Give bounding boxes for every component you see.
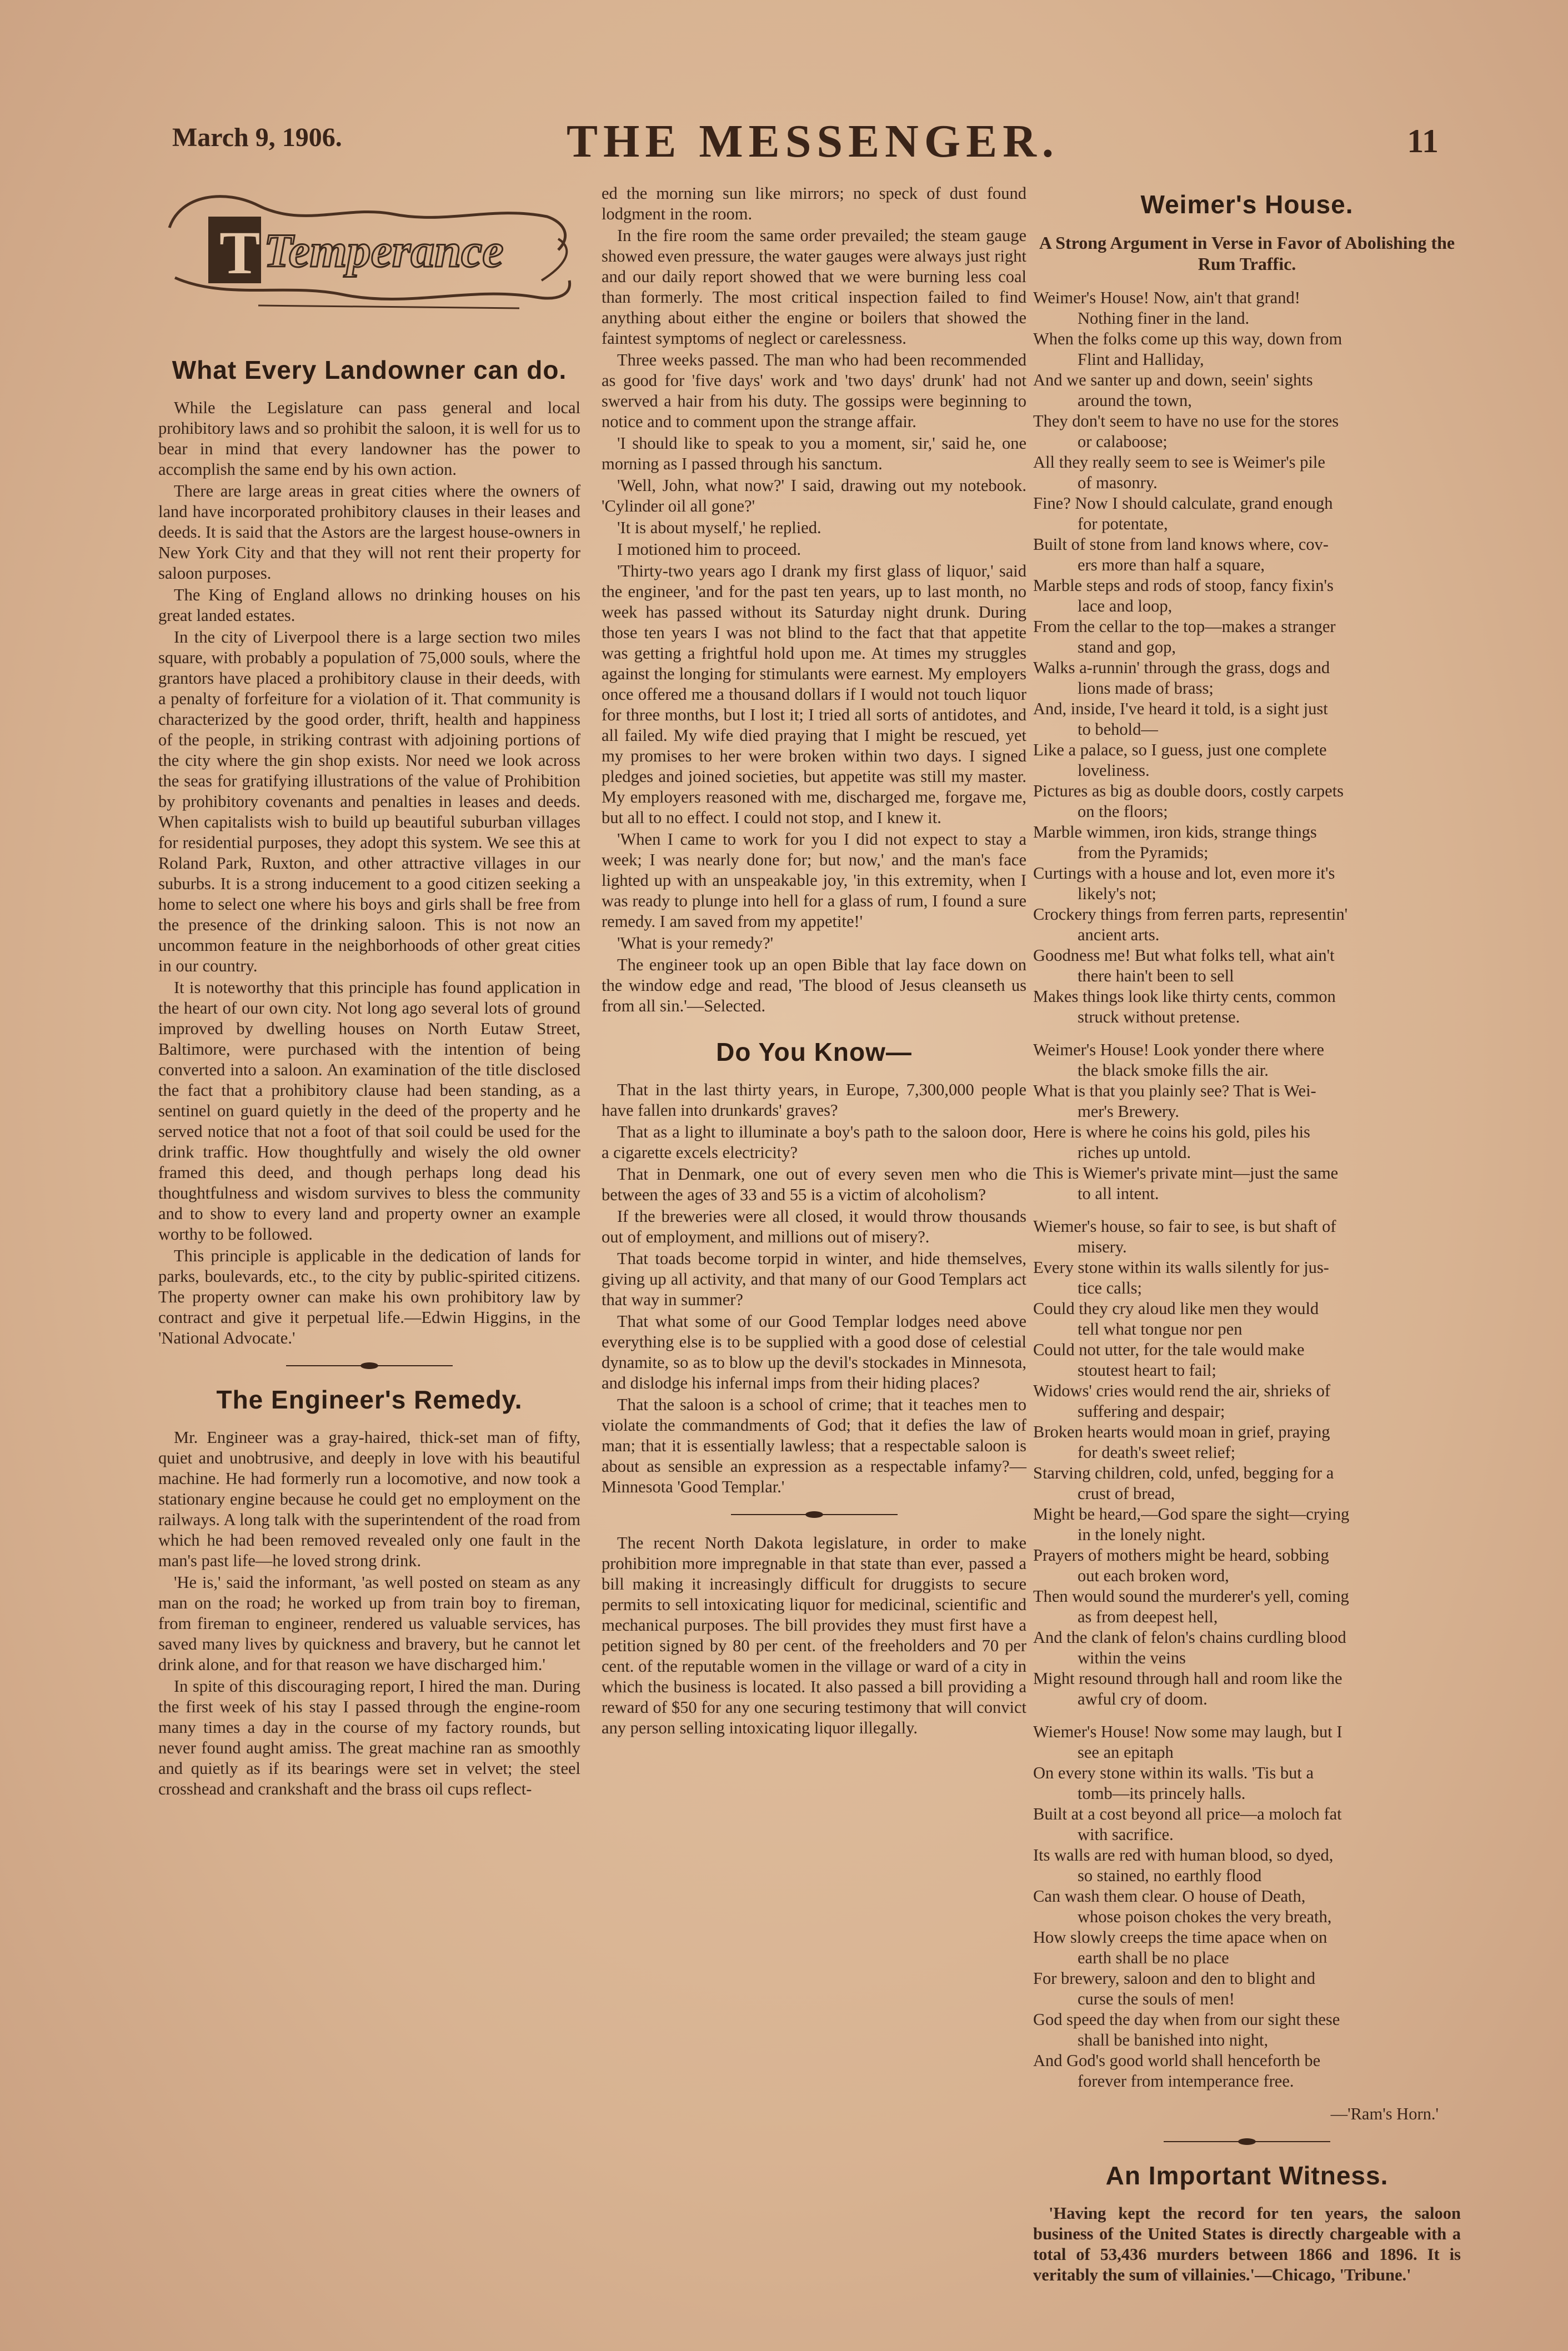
poem-line: ancient arts. [1078, 925, 1160, 944]
issue-date: March 9, 1906. [172, 123, 342, 152]
paragraph: 'When I came to work for you I did not expect to stay a week; I was nearly done for; but now,' and the man's face lighted up with an unspeakable joy, 'in this extremity, when I was ready to plunge into hell for a glass of rum, I found a sure remedy. I am saved from my appetite!' [602, 830, 1026, 931]
poem-line: And the clank of felon's chains curdling blood [1033, 1628, 1346, 1647]
paragraph: The King of England allows no drinking houses on his great landed estates. [158, 585, 580, 625]
poem-line: From the cellar to the top—makes a stranger [1033, 617, 1336, 636]
poem-line: Widows' cries would rend the air, shrieks of [1033, 1381, 1330, 1400]
poem-line: riches up untold. [1078, 1143, 1191, 1162]
poem-line: On every stone within its walls. 'Tis but a [1033, 1763, 1314, 1782]
poem-line: forever from intemperance free. [1078, 2072, 1294, 2091]
poem-line: Starving children, cold, unfed, begging for a [1033, 1463, 1334, 1482]
paragraph: 'Thirty-two years ago I drank my first glass of liquor,' said the engineer, 'and for the past ten years, up to last month, no week has passed without its Saturday night drunk. During those ten years I was not blind to the fact that that appetite was getting a frightful hold upon me. At times my struggles against the longing for stimulants were earnest. My employers once offered me a thousand dollars if I would not touch liquor for three months, but I lost it; I tried all sorts of antidotes, and all failed. My wife died praying that I might be rescued, yet my promises to her were broken within two days. I signed pledges and joined societies, but appetite was still my master. My employers reasoned with me, discharged me, forgave me, but all to no effect. I could not stop, and I knew it. [602, 562, 1026, 827]
article-title: An Important Witness. [1105, 2161, 1389, 2190]
poem-line: or calaboose; [1078, 432, 1168, 451]
poem-line: Fine? Now I should calculate, grand enough [1033, 494, 1333, 513]
section-divider [731, 1511, 898, 1518]
poem-line: suffering and despair; [1078, 1402, 1225, 1421]
paragraph: The recent North Dakota legislature, in order to make prohibition more impregnable in that state than ever, passed a bill making it increasingly difficult for druggists to secure permits to sell intoxicating liquor for medicinal, scientific and mechanical purposes. The bill provides they must first have a petition signed by 80 per cent. of the freeholders and 70 per cent. of the reputable women in the village or ward of a city in which the business is located. It also passed a bill providing a reward of $50 for any one securing testimony that will convict any person selling intoxicating liquor illegally. [602, 1533, 1026, 1737]
poem-line: crust of bread, [1078, 1484, 1175, 1503]
paragraph: 'Having kept the record for ten years, the saloon business of the United States is directly chargeable with a total of 53,436 murders between 1866 and 1896. It is veritably the sum of villainies.'—Chicago, 'Tribune.' [1033, 2204, 1461, 2284]
poem-line: Built of stone from land knows where, cov- [1033, 535, 1329, 554]
poem-line: curse the souls of men! [1078, 1989, 1235, 2008]
paragraph: In the city of Liverpool there is a large section two miles square, with probably a population of 75,000 souls, where the grantors have placed a prohibitory clause in their deeds, with a penalty of forfeiture for a violation of it. That community is characterized by the good order, thrift, health and happiness of the people, in striking contrast with adjoining portions of the city where the gin shop exists. Nor need we look across the seas for gratifying illustrations of the value of Prohibition by prohibitory covenants and penalties in leases and deeds. When capitalists wish to build up beautiful suburban villages for residential purposes, they adopt this system. We see this at Roland Park, Ruxton, and other attractive villages in our suburbs. It is a strong inducement to a good citizen seeking a home to select one where his boys and girls shall be free from the presence of the drinking saloon. This is not now an uncommon feature in the neighborhoods of other great cities in our country. [158, 628, 580, 975]
poem-line: Its walls are red with human blood, so dyed, [1033, 1846, 1334, 1864]
poem-attribution-row [1033, 2104, 1461, 2124]
temperance-ornament-icon [158, 183, 580, 344]
paragraph: While the Legislature can pass general and local prohibitory laws and so prohibit the saloon, it is well for us to bear in mind that every landowner has the power to accomplish the same end by his own action. [158, 398, 580, 479]
poem-line: around the town, [1078, 391, 1192, 410]
column-3 [1033, 183, 1461, 2287]
poem-line: Curtings with a house and lot, even more it's [1033, 864, 1335, 883]
poem-line: Built at a cost beyond all price—a moloch fat [1033, 1804, 1342, 1823]
poem-stanza [1033, 288, 1461, 1027]
poem-line: What is that you plainly see? That is Wei- [1033, 1081, 1316, 1100]
poem-line: shall be banished into night, [1078, 2031, 1269, 2049]
article-title: The Engineer's Remedy. [216, 1385, 523, 1414]
poem-line: in the lonely night. [1078, 1525, 1206, 1544]
poem-line: lions made of brass; [1078, 679, 1214, 698]
poem-line: earth shall be no place [1078, 1948, 1229, 1967]
poem-line: Wiemer's House! Now some may laugh, but I [1033, 1722, 1342, 1741]
paragraph: 'He is,' said the informant, 'as well posted on steam as any man on the road; he worked up from train boy to fireman, from fireman to engineer, rendered us valuable services, has saved many lives by quickness and bravery, but he cannot let drink alone, and for that reason we have discharged him.' [158, 1573, 580, 1674]
poem-line: Prayers of mothers might be heard, sobbing [1033, 1546, 1329, 1565]
paragraph: I motioned him to proceed. [617, 540, 801, 559]
poem-line: How slowly creeps the time apace when on [1033, 1928, 1327, 1947]
paragraph: In the fire room the same order prevailed; the steam gauge showed even pressure, the water gauges were always just right and our daily report showed that we were burning less coal than formerly. The most critical inspection failed to find anything about either the engine or boilers that showed the faintest symptoms of neglect or carelessness. [602, 226, 1026, 348]
poem-line: Might resound through hall and room like the [1033, 1669, 1342, 1688]
poem-line: tomb—its princely halls. [1078, 1784, 1246, 1803]
newspaper-title: THE MESSENGER. [567, 116, 1059, 167]
poem-line: there hain't been to sell [1078, 966, 1234, 985]
temperance-banner [158, 183, 580, 344]
poem-title: Weimer's House. [1140, 190, 1354, 219]
poem-line: For brewery, saloon and den to blight and [1033, 1969, 1315, 1988]
paragraph: The engineer took up an open Bible that lay face down on the window edge and read, 'The blood of Jesus cleanseth us from all sin.'—Selected. [602, 955, 1026, 1015]
poem-line: for potentate, [1078, 514, 1168, 533]
poem-line: And, inside, I've heard it told, is a sight just [1033, 699, 1328, 718]
poem-line: Pictures as big as double doors, costly carpets [1033, 781, 1344, 800]
section-divider [286, 1362, 453, 1370]
poem-line: Weimer's House! Look yonder there where [1033, 1040, 1324, 1059]
poem-stanza [1033, 1216, 1461, 1710]
paragraph: 'I should like to speak to you a moment, sir,' said he, one morning as I passed through his sanctum. [602, 434, 1026, 473]
poem-line: likely's not; [1078, 884, 1156, 903]
poem-line: tell what tongue nor pen [1078, 1320, 1243, 1339]
poem-line: struck without pretense. [1078, 1007, 1240, 1026]
poem-line: the black smoke fills the air. [1078, 1061, 1269, 1080]
poem-stanza [1033, 1722, 1461, 2092]
poem-line: And God's good world shall henceforth be [1033, 2051, 1321, 2070]
poem-line: Here is where he coins his gold, piles his [1033, 1122, 1310, 1141]
paragraph: That as a light to illuminate a boy's path to the saloon door, a cigarette excels electricity? [602, 1122, 1026, 1162]
poem-line: When the folks come up this way, down from [1033, 329, 1342, 348]
poem-line: as from deepest hell, [1078, 1607, 1218, 1626]
poem-line: Weimer's House! Now, ain't that grand! [1033, 288, 1300, 307]
poem-line: All they really seem to see is Weimer's pile [1033, 453, 1325, 472]
article-title: What Every Landowner can do. [172, 355, 567, 384]
poem-line: within the veins [1078, 1648, 1186, 1667]
poem-line: Wiemer's house, so fair to see, is but shaft of [1033, 1217, 1336, 1236]
poem-line: of masonry. [1078, 473, 1158, 492]
poem-line: Makes things look like thirty cents, common [1033, 987, 1336, 1006]
poem-line: ers more than half a square, [1078, 555, 1265, 574]
section-divider [1164, 2138, 1330, 2146]
poem-line: for death's sweet relief; [1078, 1443, 1236, 1462]
paragraph: This principle is applicable in the dedication of lands for parks, boulevards, etc., to the city by public-spirited citizens. The property owner can make his own prohibitory law by contract and give it perpetual life.—Edwin Higgins, in the 'National Advocate.' [158, 1246, 580, 1347]
poem-line: Can wash them clear. O house of Death, [1033, 1887, 1306, 1906]
masthead [167, 111, 1444, 172]
poem-line: Nothing finer in the land. [1078, 309, 1250, 328]
poem-line: on the floors; [1078, 802, 1168, 821]
poem-line: Might be heard,—God spare the sight—crying [1033, 1505, 1350, 1523]
column-2 [602, 183, 1026, 1740]
poem-subtitle: A Strong Argument in Verse in Favor of Abolishing the Rum Traffic. [1039, 233, 1455, 274]
poem-line: Broken hearts would moan in grief, praying [1033, 1422, 1330, 1441]
poem-attribution: —'Ram's Horn.' [1330, 2104, 1439, 2123]
poem-body [1033, 288, 1461, 2092]
poem-line: Walks a-runnin' through the grass, dogs and [1033, 658, 1330, 677]
poem-line: Like a palace, so I guess, just one complete [1033, 740, 1327, 759]
poem-line: loveliness. [1078, 761, 1150, 780]
poem-line: Marble steps and rods of stoop, fancy fixin's [1033, 576, 1334, 595]
article-title: Do You Know— [716, 1037, 912, 1066]
poem-line: tice calls; [1078, 1279, 1143, 1297]
poem-line: awful cry of doom. [1078, 1690, 1208, 1708]
poem-line: from the Pyramids; [1078, 843, 1209, 862]
column-1 [158, 183, 580, 1801]
poem-line: out each broken word, [1078, 1566, 1229, 1585]
paragraph: That in Denmark, one out of every seven men who die between the ages of 33 and 55 is a victim of alcoholism? [602, 1165, 1026, 1204]
poem-line: This is Wiemer's private mint—just the same [1033, 1164, 1339, 1182]
poem-line: see an epitaph [1078, 1743, 1174, 1762]
poem-line: Every stone within its walls silently for jus- [1033, 1258, 1329, 1277]
paragraph: That what some of our Good Templar lodges need above everything else is to be supplied with a good dose of celestial dynamite, so as to blow up the devil's stockades in Minnesota, and dislodge his infernal imps from their hiding places? [602, 1312, 1026, 1392]
paragraph: If the breweries were all closed, it would throw thousands out of employment, and millions out of misery?. [602, 1207, 1026, 1246]
poem-line: lace and loop, [1078, 596, 1173, 615]
poem-line: Flint and Halliday, [1078, 350, 1204, 369]
paragraph: That the saloon is a school of crime; that it teaches men to violate the commandments of God; that it defies the law of man; that it is essentially lawless; that a respectable saloon is about as sensible an expression as a respectable infamy?—Minnesota 'Good Templar.' [602, 1395, 1026, 1496]
poem-line: to behold— [1078, 720, 1158, 739]
poem-line: Then would sound the murderer's yell, coming [1033, 1587, 1349, 1606]
poem-line: Crockery things from ferren parts, representin' [1033, 905, 1348, 924]
paragraph: 'It is about myself,' he replied. [617, 518, 821, 537]
poem-line: misery. [1078, 1237, 1127, 1256]
poem-line: God speed the day when from our sight these [1033, 2010, 1340, 2029]
poem-line: Goodness me! But what folks tell, what ain't [1033, 946, 1335, 965]
paragraph: 'What is your remedy?' [617, 934, 774, 953]
paragraph: Three weeks passed. The man who had been recommended as good for 'five days' work and 'two days' drunk' had not swerved a hair from his duty. The gossips were beginning to notice and to comment upon the strange affair. [602, 350, 1026, 431]
paragraph: That toads become torpid in winter, and hide themselves, giving up all activity, and that many of our Good Templars act that way in summer? [602, 1249, 1026, 1309]
paragraph: Mr. Engineer was a gray-haired, thick-set man of fifty, quiet and unobtrusive, and deeply in love with his beautiful machine. He had formerly run a locomotive, and now took a stationary engine because he could get no employment on the railways. A long talk with the superintendent of the road from which he had been removed revealed only one fault in the man's past life—he loved strong drink. [158, 1428, 580, 1570]
poem-line: stand and gop, [1078, 638, 1176, 656]
paragraph: That in the last thirty years, in Europe, 7,300,000 people have fallen into drunkards' graves? [602, 1080, 1026, 1120]
poem-line: And we santer up and down, seein' sights [1033, 370, 1313, 389]
poem-line: with sacrifice. [1078, 1825, 1174, 1844]
poem-line: Could not utter, for the tale would make [1033, 1340, 1305, 1359]
paragraph: 'Well, John, what now?' I said, drawing out my notebook. 'Cylinder oil all gone?' [602, 476, 1026, 515]
page-number: 11 [1407, 123, 1439, 159]
paragraph: ed the morning sun like mirrors; no speck of dust found lodgment in the room. [602, 184, 1026, 223]
poem-line: whose poison chokes the very breath, [1078, 1907, 1332, 1926]
paragraph: It is noteworthy that this principle has found application in the heart of our own city. Not long ago several lots of ground improved by dwelling houses on North Eutaw Street, Baltimore, were purchased with the intention of being converted into a saloon. An examination of the title disclosed the fact that a prohibitory clause had been standing, as a sentinel on guard quietly in the deed of the property and he served notice that not a foot of that soil could be used for the drink traffic. How thoughtfully and wisely the old owner framed this deed, and though perhaps long dead his thoughtfulness and wisdom survives to bless the community and to show to every land and property owner an example worthy to be followed. [158, 978, 580, 1244]
banner-text: Temperance [264, 224, 504, 277]
poem-line: They don't seem to have no use for the stores [1033, 412, 1339, 430]
paragraph: There are large areas in great cities where the owners of land have incorporated prohibitory clauses in their leases and deeds. It is said that the Astors are the largest house-owners in New York City and that they will not rent their property for saloon purposes. [158, 482, 580, 583]
poem-line: so stained, no earthly flood [1078, 1866, 1262, 1885]
poem-line: to all intent. [1078, 1184, 1159, 1203]
paragraph: In spite of this discouraging report, I hired the man. During the first week of his stay I passed through the engine-room many times a day in the course of my factory rounds, but never found aught amiss. The great machine ran as smoothly and quietly as if its bearings were set in velvet; the steel crosshead and crankshaft and the brass oil cups reflect- [158, 1677, 580, 1798]
poem-line: mer's Brewery. [1078, 1102, 1180, 1121]
poem-line: stoutest heart to fail; [1078, 1361, 1216, 1380]
poem-line: Marble wimmen, iron kids, strange things [1033, 823, 1317, 841]
banner-initial: T [219, 219, 261, 287]
poem-stanza [1033, 1040, 1461, 1204]
poem-line: Could they cry aloud like men they would [1033, 1299, 1319, 1318]
